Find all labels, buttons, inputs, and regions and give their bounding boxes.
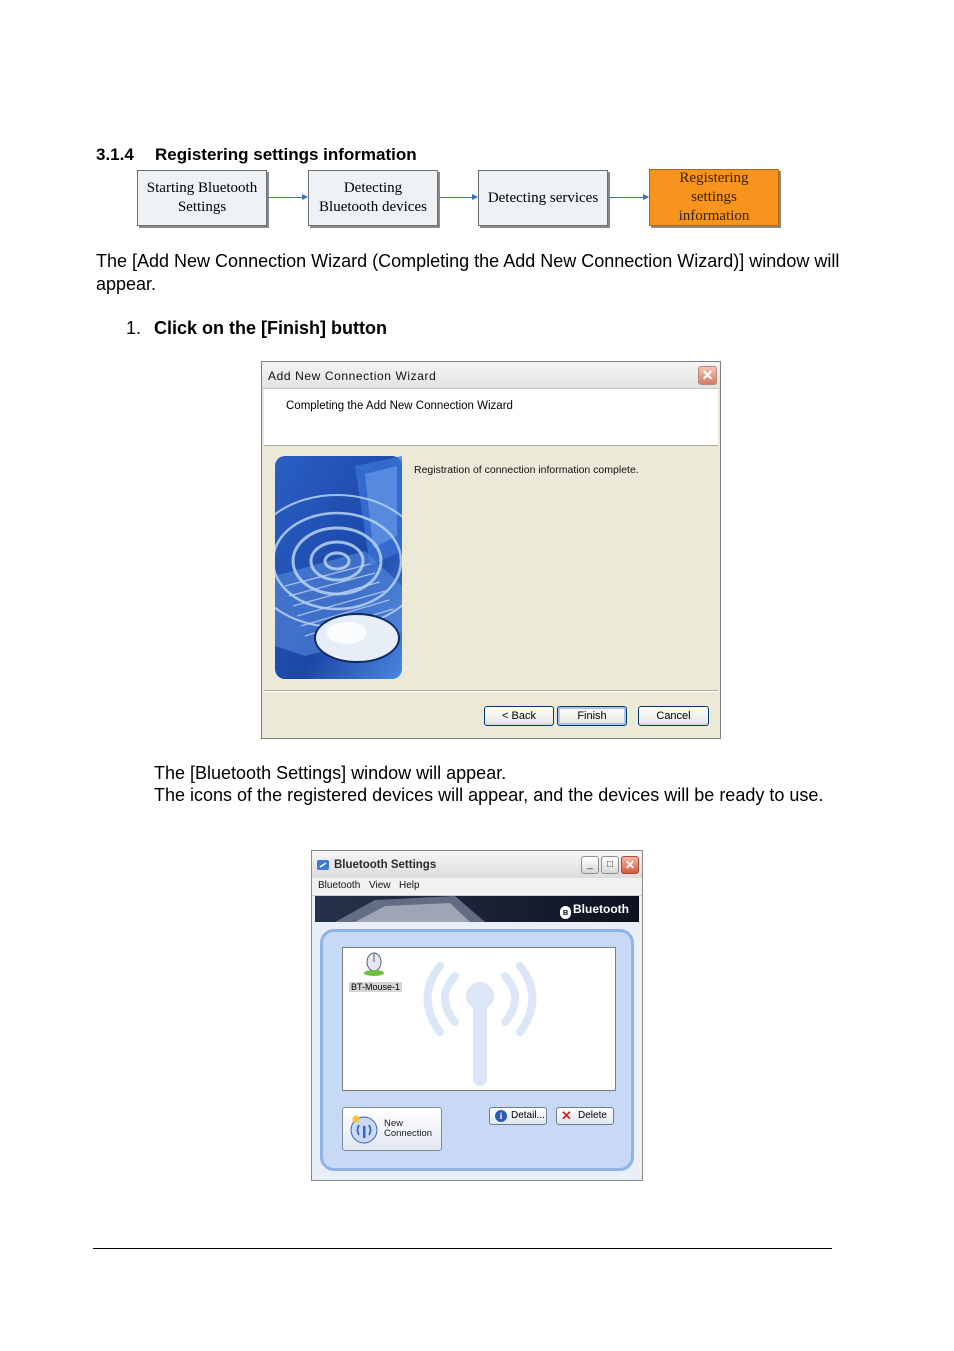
- flow-step-starting: [137, 170, 267, 226]
- section-number: 3.1.4: [96, 145, 134, 164]
- flow-step-detecting-services: [478, 170, 608, 226]
- after-text-1: The [Bluetooth Settings] window will appear.: [154, 763, 507, 783]
- flow-step-label: Detecting services: [487, 189, 599, 206]
- bluetooth-brand-logo: [560, 902, 629, 919]
- bluetooth-logo-icon: ʙ: [560, 906, 571, 919]
- step-text: Click on the [Finish] button: [154, 318, 387, 338]
- flow-arrow: [439, 197, 477, 198]
- new-connection-button[interactable]: [342, 1107, 442, 1151]
- maximize-icon[interactable]: □: [601, 856, 619, 874]
- device-label[interactable]: BT-Mouse-1: [351, 982, 401, 992]
- after-text-2: The icons of the registered devices will appear, and the devices will be ready to use.: [154, 785, 824, 805]
- new-connection-label: New Connection: [384, 1118, 433, 1139]
- section-title: Registering settings information: [155, 145, 417, 164]
- finish-button[interactable]: Finish: [557, 706, 627, 726]
- bluetooth-brand-text: Bluetooth: [573, 902, 629, 916]
- bt-menu-bar: [312, 878, 642, 896]
- bt-banner: [315, 896, 639, 922]
- delete-button[interactable]: [556, 1107, 614, 1125]
- flow-arrow: [609, 197, 648, 198]
- intro-paragraph: The [Add New Connection Wizard (Completing the Add New Connection Wizard)] window will appear.: [96, 251, 840, 294]
- wizard-message: Registration of connection information complete.: [414, 464, 639, 476]
- laptop-graphic-icon: [315, 896, 515, 922]
- step-number: 1.: [126, 318, 142, 338]
- minimize-icon[interactable]: _: [581, 856, 599, 874]
- flow-step-label: Registering settings information: [678, 170, 750, 224]
- wizard-header-title: Completing the Add New Connection Wizard: [286, 400, 513, 412]
- mouse-device-icon[interactable]: [361, 952, 387, 978]
- close-icon[interactable]: ✕: [698, 366, 717, 385]
- menu-bluetooth[interactable]: Bluetooth: [318, 880, 361, 891]
- back-button[interactable]: < Back: [484, 706, 554, 726]
- footer-rule: [93, 1248, 832, 1249]
- flow-step-label: Starting Bluetooth Settings: [146, 180, 258, 215]
- wizard-title: Add New Connection Wizard: [268, 369, 437, 383]
- menu-help[interactable]: Help: [399, 880, 420, 891]
- close-icon[interactable]: ✕: [621, 856, 639, 874]
- wizard-title-bar: [262, 362, 720, 389]
- bt-title-bar: [312, 851, 642, 878]
- wizard-illustration-icon: [275, 456, 402, 679]
- bluetooth-settings-window: [311, 850, 643, 1181]
- delete-label: Delete: [578, 1110, 607, 1121]
- new-connection-icon: [348, 1113, 380, 1145]
- bt-panel: [320, 929, 634, 1171]
- bluetooth-app-icon: [316, 858, 330, 872]
- detail-label: Detail...: [511, 1110, 545, 1121]
- device-list[interactable]: [342, 947, 616, 1091]
- flow-step-registering: [649, 169, 779, 226]
- flow-step-label: Detecting Bluetooth devices: [319, 180, 427, 215]
- menu-view[interactable]: View: [369, 880, 391, 891]
- wizard-separator: [264, 690, 718, 692]
- wizard-window: [261, 361, 721, 739]
- bt-window-title: Bluetooth Settings: [334, 859, 437, 871]
- flow-step-detecting-devices: [308, 170, 438, 226]
- info-icon: i: [495, 1110, 507, 1122]
- signal-watermark-icon: [415, 956, 545, 1086]
- delete-x-icon: ✕: [561, 1108, 572, 1123]
- detail-button[interactable]: [489, 1107, 547, 1125]
- flow-arrow: [268, 197, 307, 198]
- wizard-header: [264, 389, 718, 446]
- cancel-button[interactable]: Cancel: [638, 706, 709, 726]
